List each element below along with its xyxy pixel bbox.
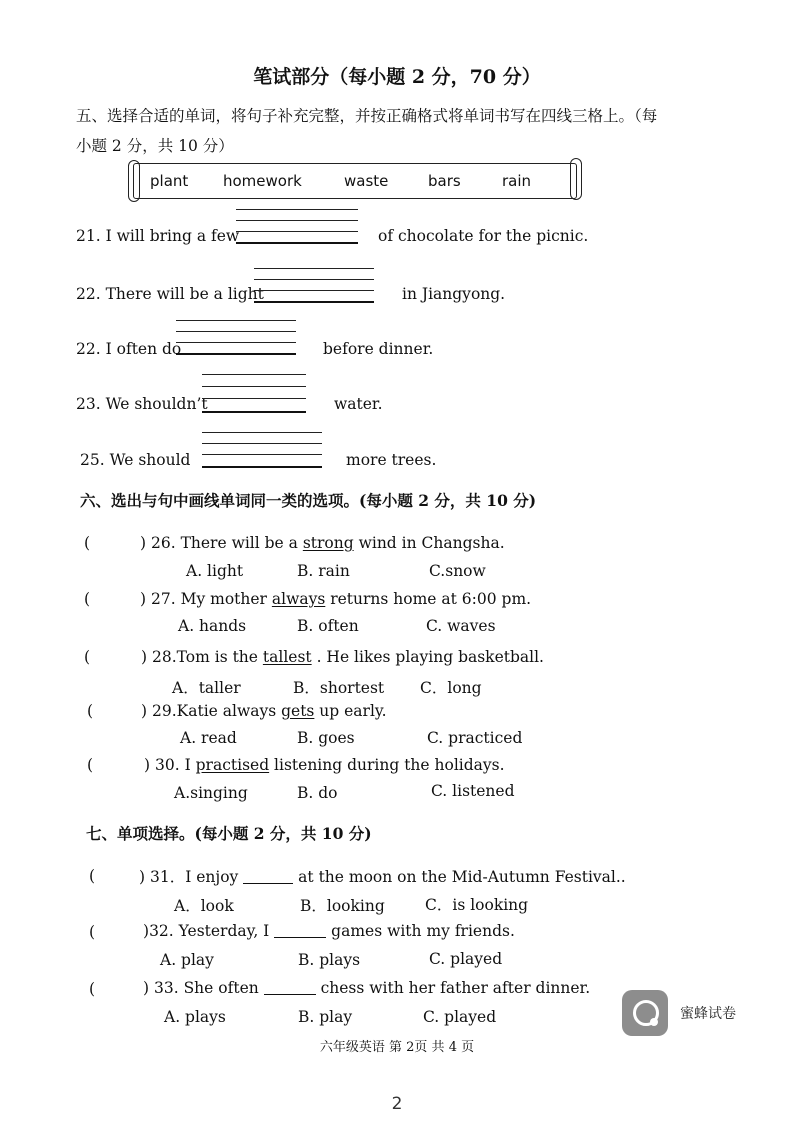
answer-paren-open[interactable]: ( [84,590,91,608]
answer-paren-open[interactable]: ( [89,923,96,941]
answer-paren-open[interactable]: ( [87,702,94,720]
option-c[interactable]: C. listened [431,782,515,800]
page-footer: 六年级英语 第 2页 共 4 页 [319,1040,475,1055]
answer-paren-open[interactable]: ( [89,867,96,885]
option-a[interactable]: A. read [180,729,237,747]
option-c[interactable]: C. practiced [427,729,523,747]
option-a[interactable]: A. plays [164,1008,226,1026]
option-b[interactable]: B. play [298,1008,353,1026]
answer-paren-open[interactable]: ( [84,534,91,552]
question-25-before: 25. We should [80,451,191,469]
section7-heading: 七、单项选择。(每小题 2 分，共 10 分) [86,824,372,843]
underlined-word: tallest [262,648,312,666]
section6-heading: 六、选出与句中画线单词同一类的选项。(每小题 2 分，共 10 分) [80,491,537,510]
watermark-text: 蜜蜂试卷 [680,1006,736,1022]
question-21-after: of chocolate for the picnic. [378,227,589,245]
option-a[interactable]: A．taller [172,679,241,697]
word-bank-word: bars [428,172,461,190]
question-31: ) 31．I enjoy at the moon on the Mid-Autumn Festival.. [139,868,626,886]
four-line-grid[interactable] [254,268,374,304]
answer-paren-open[interactable]: ( [84,648,91,666]
option-c[interactable]: C. waves [426,617,496,635]
option-c[interactable]: C．long [420,679,482,697]
option-a[interactable]: A．look [174,897,234,915]
option-c[interactable]: C．is looking [425,896,529,914]
option-b[interactable]: B. rain [297,562,350,580]
option-c[interactable]: C.snow [429,562,486,580]
question-32: )32. Yesterday, I games with my friends. [143,922,515,940]
option-b[interactable]: B．shortest [293,679,385,697]
option-b[interactable]: B. do [297,784,338,802]
option-a[interactable]: A.singing [174,784,248,802]
page-title: 笔试部分（每小题 2 分，70 分） [253,66,541,88]
option-a[interactable]: A. hands [178,617,247,635]
four-line-grid[interactable] [202,374,306,414]
underlined-word: always [271,590,326,608]
question-22a-before: 22. There will be a light [76,285,264,303]
question-25-after: more trees. [346,451,437,469]
question-33: ) 33. She often chess with her father after dinner. [143,979,591,997]
question-28: ) 28.Tom is the tallest . He likes playing basketball. [141,648,544,666]
question-30: ) 30. I practised listening during the holidays. [144,756,505,774]
section5-instruction-line1: 五、选择合适的单词，将句子补充完整，并按正确格式将单词书写在四线三格上。（每 [76,107,658,125]
option-b[interactable]: B. goes [297,729,355,747]
word-bank-word: waste [344,172,389,190]
bee-logo-icon [622,990,668,1036]
word-bank-word: plant [150,172,189,190]
option-b[interactable]: B．looking [300,897,385,915]
word-bank-word: rain [502,172,532,190]
answer-paren-open[interactable]: ( [87,756,94,774]
question-26: ) 26. There will be a strong wind in Changsha. [140,534,505,552]
option-b[interactable]: B. plays [298,951,361,969]
answer-blank[interactable] [264,980,316,995]
question-23-before: 23. We shouldn’t [76,395,208,413]
question-23-after: water. [334,395,383,413]
option-c[interactable]: C. played [423,1008,497,1026]
option-a[interactable]: A. light [186,562,244,580]
question-22b-before: 22. I often do [76,340,182,358]
option-c[interactable]: C. played [429,950,503,968]
question-21-before: 21. I will bring a few [76,227,240,245]
question-22b-after: before dinner. [323,340,434,358]
underlined-word: gets [281,702,315,720]
page-number: 2 [391,1094,403,1114]
option-b[interactable]: B. often [297,617,359,635]
section5-instruction-line2: 小题 2 分，共 10 分） [76,137,234,155]
word-bank-word: homework [223,172,302,190]
underlined-word: practised [195,756,270,774]
answer-blank[interactable] [274,923,326,938]
four-line-grid[interactable] [176,320,296,356]
question-22a-after: in Jiangyong. [402,285,506,303]
answer-blank[interactable] [243,869,293,884]
option-a[interactable]: A. play [160,951,214,969]
four-line-grid[interactable] [202,432,322,469]
underlined-word: strong [302,534,354,552]
word-bank-box [133,163,577,199]
question-29: ) 29.Katie always gets up early. [141,702,387,720]
four-line-grid[interactable] [236,209,358,245]
question-27: ) 27. My mother always returns home at 6:00 pm. [140,590,532,608]
answer-paren-open[interactable]: ( [89,980,96,998]
